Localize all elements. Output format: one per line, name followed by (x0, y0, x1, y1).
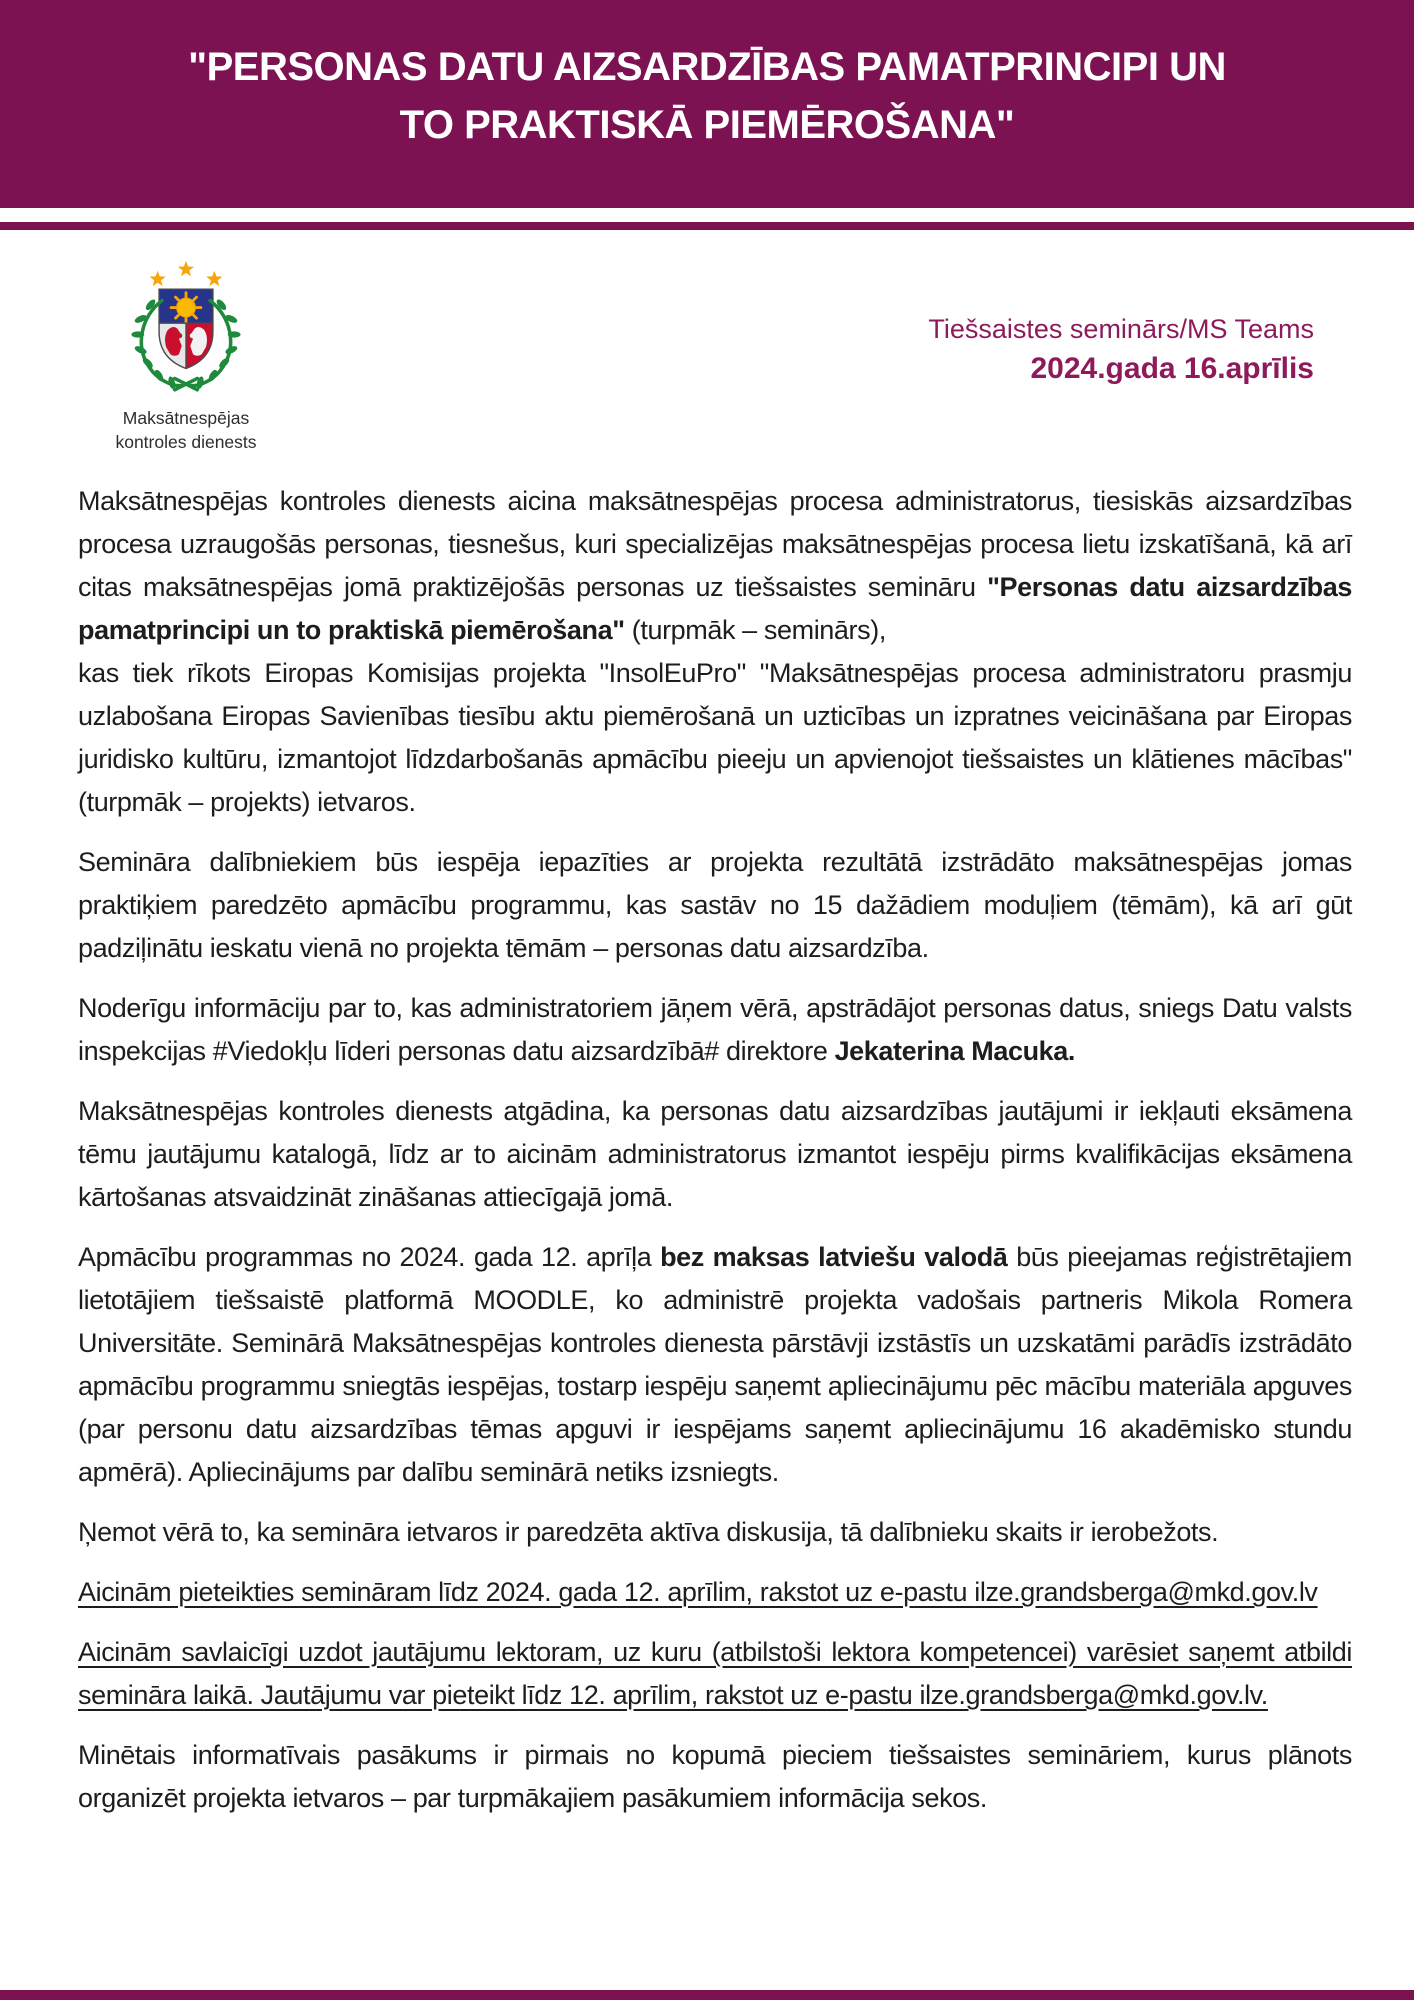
paragraph: Maksātnespējas kontroles dienests atgādina, ka personas datu aizsardzības jautājumi ir iekļauti eksāmena tēmu jautājumu katalogā, līdz ar to aicinām administratorus izmantot iespēju pirms kvalifikācijas eksāmena kārtošanas atsvaidzināt zināšanas attiecīgajā jomā. (78, 1096, 1352, 1212)
paragraph: Apmācību programmas no 2024. gada 12. aprīļa bez maksas latviešu valodā būs pieejamas reģistrētajiem lietotājiem tiešsaistē platformā MOODLE, ko administrē projekta vadošais partneris Mikola Romera Universitāte. Seminārā Maksātnespējas kontroles dienesta pārstāvji izstāstīs un uzskatāmi parādīs izstrādāto apmācību programmu sniegtās iespējas, tostarp iespēju saņemt apliecinājumu pēc mācību materiāla apguves (par personu datu aizsardzības tēmas apguvi ir iespējams saņemt apliecinājumu 16 akadēmisko stundu apmērā). Apliecinājums par dalību seminārā netiks izsniegts. (78, 1242, 1353, 1487)
org-name-line-1: Maksātnespējas (122, 408, 250, 428)
email-link[interactable]: ilze.grandsberga@mkd.gov.lv (919, 1680, 1261, 1710)
band-gap (0, 208, 1414, 222)
page-title-line-1: "PERSONAS DATU AIZSARDZĪBAS PAMATPRINCIPI UN (188, 45, 1226, 89)
article-body (0, 454, 1414, 1820)
org-name (86, 406, 286, 454)
org-name-line-2: kontroles dienests (115, 432, 257, 452)
event-date: 2024.gada 16.aprīlis (1030, 352, 1314, 385)
paragraph: Semināra dalībniekiem būs iespēja iepazīties ar projekta rezultātā izstrādāto maksātnespējas jomas praktiķiem paredzēto apmācību programmu, kas sastāv no 15 dažādiem moduļiem (tēmām), kā arī gūt padziļinātu ieskatu vienā no projekta tēmām – personas datu aizsardzība. (78, 847, 1352, 963)
coat-of-arms-icon (115, 258, 257, 394)
paragraph: Noderīgu informāciju par to, kas administratoriem jāņem vērā, apstrādājot personas datus, sniegs Datu valsts inspekcijas #Viedokļu līderi personas datu aizsardzībā# direktore Jekaterina Macuka. (78, 993, 1352, 1066)
event-info (928, 310, 1314, 390)
org-block (86, 258, 286, 454)
paragraph: Aicinām pieteikties semināram līdz 2024. gada 12. aprīlim, rakstot uz e-pastu ilze.grandsberga@mkd.gov.lv (78, 1577, 1318, 1607)
page-title-line-2: TO PRAKTISKĀ PIEMĒROŠANA" (399, 103, 1015, 147)
paragraph: Maksātnespējas kontroles dienests aicina maksātnespējas procesa administratorus, tiesiskās aizsardzības procesa uzraugošās personas, tiesnešus, kuri specializējas maksātnespējas procesa lietu izskatīšanā, kā arī citas maksātnespējas jomā praktizējošās personas uz tiešsaistes semināru "Personas datu aizsardzības pamatprincipi un to praktiskā piemērošana" (turpmāk – seminārs), kas tiek rīkots Eiropas Komisijas projekta "InsolEuPro" "Maksātnespējas procesa administratoru prasmju uzlabošana Eiropas Savienības tiesību aktu piemērošanā un uzticības un izpratnes veicināšana par Eiropas juridisko kultūru, izmantojot līdzdarbošanās apmācību pieeju un apvienojot tiešsaistes un klātienes mācības" (turpmāk – projekts) ietvaros. (78, 486, 1352, 817)
paragraph: Minētais informatīvais pasākums ir pirmais no kopumā pieciem tiešsaistes semināriem, kurus plānots organizēt projekta ietvaros – par turpmākajiem pasākumiem informācija sekos. (78, 1740, 1352, 1813)
paragraph: Aicinām savlaicīgi uzdot jautājumu lektoram, uz kuru (atbilstoši lektora kompetencei) varēsiet saņemt atbildi semināra laikā. Jautājumu var pieteikt līdz 12. aprīlim, rakstot uz e-pastu ilze.grandsberga@mkd.gov.lv. (78, 1637, 1352, 1710)
paragraph: Ņemot vērā to, ka semināra ietvaros ir paredzēta aktīva diskusija, tā dalībnieku skaits ir ierobežots. (78, 1517, 1219, 1547)
email-link[interactable]: ilze.grandsberga@mkd.gov.lv (974, 1577, 1318, 1607)
header-band (0, 0, 1414, 208)
intro-row (0, 230, 1414, 454)
event-format: Tiešsaistes seminārs/MS Teams (928, 314, 1314, 344)
accent-stripe-top (0, 222, 1414, 230)
accent-stripe-bottom (0, 1990, 1414, 2000)
